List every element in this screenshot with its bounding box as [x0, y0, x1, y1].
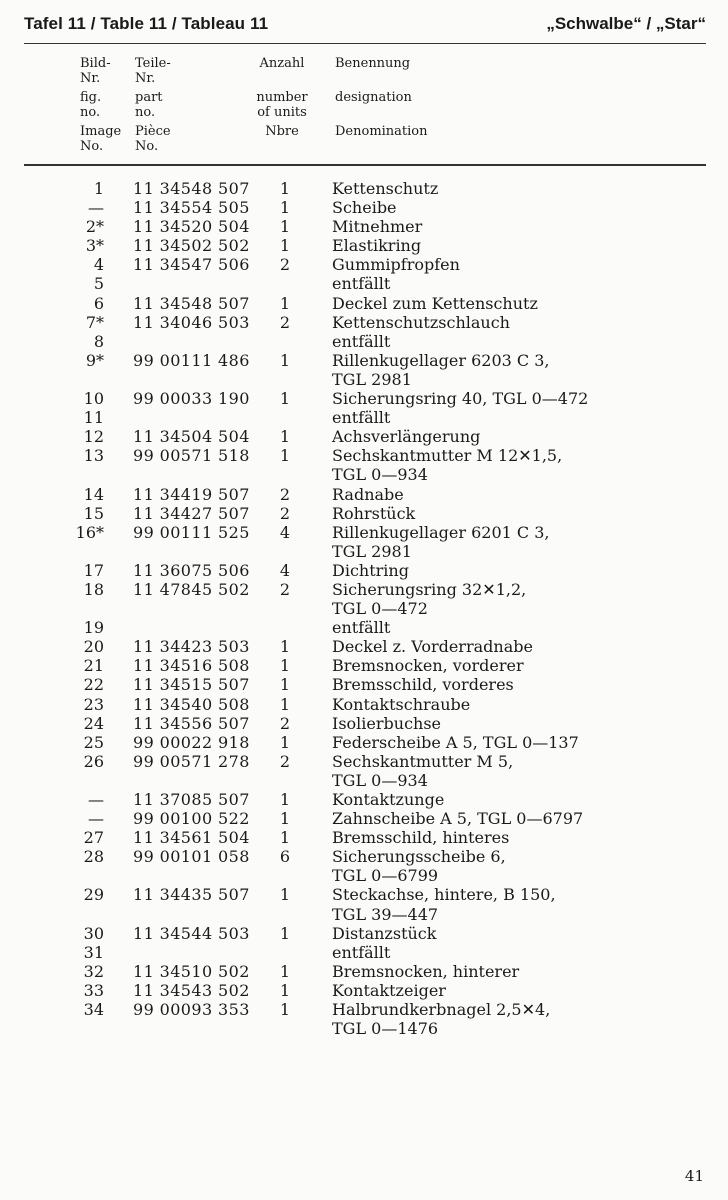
designation: Deckel z. Vorderradnabe: [332, 637, 533, 657]
fig-number: 27: [83, 828, 104, 848]
fig-number: 18: [83, 579, 104, 599]
quantity: 1: [279, 790, 291, 809]
table-row: [0, 313, 728, 332]
table-row: [0, 542, 728, 561]
designation: Sicherungsscheibe 6,: [332, 847, 506, 867]
table-row: [0, 885, 728, 904]
part-number: 11 34515 507: [133, 675, 250, 695]
column-header-qty: Anzahl number of units Nbre: [256, 56, 308, 139]
designation: Steckachse, hintere, B 150,: [332, 885, 556, 905]
part-number: 99 00100 522: [133, 809, 250, 829]
part-number: 11 34556 507: [133, 713, 250, 733]
designation: Federscheibe A 5, TGL 0—137: [332, 732, 579, 752]
quantity: 1: [279, 732, 291, 752]
part-number: 11 36075 506: [133, 560, 250, 580]
fig-number: 2*: [85, 217, 104, 237]
table-row: [0, 294, 728, 313]
fig-number: 3*: [85, 236, 104, 256]
fig-number: 5: [93, 274, 104, 294]
table-row: [0, 580, 728, 599]
quantity: 1: [279, 350, 291, 370]
page-header: [24, 14, 706, 38]
fig-number: 13: [83, 446, 104, 466]
table-row: [0, 1000, 728, 1019]
designation: Bremsnocken, hinterer: [332, 961, 520, 981]
designation: Kontaktzeiger: [332, 980, 446, 1000]
designation: Radnabe: [332, 484, 404, 504]
fig-number: 23: [83, 694, 104, 714]
designation: entfällt: [332, 274, 391, 294]
quantity: 2: [279, 503, 291, 523]
part-number: 11 34543 502: [133, 980, 250, 1000]
table-row: [0, 924, 728, 943]
designation: Gummipfropfen: [332, 255, 460, 275]
quantity: 1: [279, 961, 291, 981]
designation: Rillenkugellager 6201 C 3,: [332, 522, 550, 542]
fig-number: —: [88, 809, 104, 829]
table-row: [0, 618, 728, 637]
part-number: 11 34548 507: [133, 293, 250, 313]
fig-number: 1: [93, 179, 104, 198]
table-row: [0, 790, 728, 809]
quantity: 1: [279, 179, 291, 198]
part-number: 11 34510 502: [133, 961, 250, 981]
part-number: 99 00111 525: [133, 522, 250, 542]
quantity: 1: [279, 217, 291, 237]
table-row: [0, 523, 728, 542]
designation: TGL 0—6799: [332, 866, 439, 886]
quantity: 1: [279, 236, 291, 256]
designation: Isolierbuchse: [332, 713, 442, 733]
designation: entfällt: [332, 408, 391, 428]
table-row: [0, 714, 728, 733]
designation: Sicherungsring 40, TGL 0—472: [332, 389, 589, 409]
table-title: Tafel 11 / Table 11 / Tableau 11: [24, 14, 269, 33]
part-number: 11 34561 504: [133, 828, 250, 848]
fig-number: 33: [83, 980, 104, 1000]
table-row: [0, 733, 728, 752]
quantity: 1: [279, 675, 291, 695]
part-number: 99 00111 486: [133, 350, 250, 370]
quantity: 1: [279, 1000, 291, 1020]
quantity: 1: [279, 828, 291, 848]
designation: Halbrundkerbnagel 2,5✕4,: [332, 1000, 551, 1020]
designation: Kettenschutz: [332, 179, 439, 198]
fig-number: 21: [83, 656, 104, 676]
table-row: [0, 236, 728, 255]
table-row: [0, 847, 728, 866]
table-row: [0, 504, 728, 523]
page-number: 41: [684, 1167, 704, 1185]
header-rule-bottom: [24, 164, 706, 166]
designation: Deckel zum Kettenschutz: [332, 293, 538, 313]
designation: TGL 0—934: [332, 465, 428, 485]
designation: Kontaktzunge: [332, 790, 445, 809]
designation: Mitnehmer: [332, 217, 423, 237]
table-row: [0, 427, 728, 446]
part-number: 11 34427 507: [133, 503, 250, 523]
part-number: 99 00033 190: [133, 389, 250, 409]
table-row: [0, 370, 728, 389]
table-row: [0, 828, 728, 847]
part-number: 11 47845 502: [133, 579, 250, 599]
table-row: [0, 217, 728, 236]
table-row: [0, 866, 728, 885]
designation: TGL 39—447: [332, 904, 439, 924]
fig-number: 26: [83, 751, 104, 771]
table-row: [0, 389, 728, 408]
part-number: 11 34419 507: [133, 484, 250, 504]
part-number: 11 34435 507: [133, 885, 250, 905]
column-header-part: Teile- Nr. part no. Pièce No.: [135, 56, 171, 154]
fig-number: 14: [83, 484, 104, 504]
designation: entfällt: [332, 618, 391, 638]
model-title: „Schwalbe“ / „Star“: [546, 14, 706, 33]
part-number: 11 34423 503: [133, 637, 250, 657]
quantity: 2: [279, 484, 291, 504]
fig-number: 9*: [85, 350, 104, 370]
table-row: [0, 446, 728, 465]
table-row: [0, 179, 728, 198]
quantity: 1: [279, 389, 291, 409]
table-row: [0, 637, 728, 656]
fig-number: 15: [83, 503, 104, 523]
fig-number: 6: [93, 293, 104, 313]
table-row: [0, 656, 728, 675]
table-row: [0, 274, 728, 293]
table-row: [0, 981, 728, 1000]
quantity: 1: [279, 637, 291, 657]
fig-number: 11: [83, 408, 104, 428]
fig-number: 20: [83, 637, 104, 657]
fig-number: 8: [93, 331, 104, 351]
fig-number: 16*: [75, 522, 104, 542]
part-number: 99 00571 518: [133, 446, 250, 466]
designation: TGL 2981: [332, 369, 412, 389]
parts-table: [0, 179, 728, 1038]
part-number: 99 00022 918: [133, 732, 250, 752]
fig-number: 25: [83, 732, 104, 752]
fig-number: 32: [83, 961, 104, 981]
fig-number: 19: [83, 618, 104, 638]
designation: Achsverlängerung: [332, 427, 481, 447]
designation: Bremsschild, vorderes: [332, 675, 514, 695]
designation: entfällt: [332, 331, 391, 351]
fig-number: 7*: [85, 312, 104, 332]
fig-number: 10: [83, 389, 104, 409]
designation: TGL 0—1476: [332, 1019, 439, 1039]
table-row: [0, 332, 728, 351]
quantity: 6: [279, 847, 291, 867]
fig-number: 24: [83, 713, 104, 733]
table-row: [0, 943, 728, 962]
table-row: [0, 465, 728, 484]
table-row: [0, 675, 728, 694]
part-number: 99 00093 353: [133, 1000, 250, 1020]
table-row: [0, 962, 728, 981]
designation: Elastikring: [332, 236, 422, 256]
quantity: 1: [279, 885, 291, 905]
part-number: 11 34548 507: [133, 179, 250, 198]
column-header-name: Benennung designation Denomination: [335, 56, 428, 139]
table-row: [0, 771, 728, 790]
fig-number: 31: [83, 942, 104, 962]
quantity: 1: [279, 923, 291, 943]
part-number: 11 34504 504: [133, 427, 250, 447]
table-row: [0, 809, 728, 828]
column-header-fig: Bild- Nr. fig. no. Image No.: [80, 56, 122, 154]
part-number: 11 34516 508: [133, 656, 250, 676]
table-row: [0, 485, 728, 504]
table-row: [0, 599, 728, 618]
part-number: 11 34046 503: [133, 312, 250, 332]
table-row: [0, 351, 728, 370]
designation: Sechskantmutter M 12✕1,5,: [332, 446, 563, 466]
designation: Rillenkugellager 6203 C 3,: [332, 350, 550, 370]
fig-number: 30: [83, 923, 104, 943]
designation: TGL 0—934: [332, 770, 428, 790]
quantity: 1: [279, 198, 291, 218]
designation: entfällt: [332, 942, 391, 962]
designation: Zahnscheibe A 5, TGL 0—6797: [332, 809, 584, 829]
designation: Bremsnocken, vorderer: [332, 656, 524, 676]
fig-number: 29: [83, 885, 104, 905]
table-row: [0, 561, 728, 580]
quantity: 1: [279, 980, 291, 1000]
designation: Sicherungsring 32✕1,2,: [332, 579, 527, 599]
fig-number: 12: [83, 427, 104, 447]
part-number: 11 34544 503: [133, 923, 250, 943]
quantity: 1: [279, 694, 291, 714]
part-number: 11 34547 506: [133, 255, 250, 275]
part-number: 99 00101 058: [133, 847, 250, 867]
designation: TGL 0—472: [332, 599, 428, 619]
quantity: 1: [279, 809, 291, 829]
fig-number: 22: [83, 675, 104, 695]
quantity: 2: [279, 713, 291, 733]
fig-number: 28: [83, 847, 104, 867]
part-number: 99 00571 278: [133, 751, 250, 771]
table-row: [0, 695, 728, 714]
table-row: [0, 255, 728, 274]
part-number: 11 34554 505: [133, 198, 250, 218]
table-row: [0, 198, 728, 217]
quantity: 2: [279, 579, 291, 599]
quantity: 4: [279, 560, 291, 580]
header-rule-top: [24, 43, 706, 44]
table-row: [0, 408, 728, 427]
designation: Rohrstück: [332, 503, 416, 523]
quantity: 2: [279, 751, 291, 771]
quantity: 1: [279, 293, 291, 313]
designation: TGL 2981: [332, 541, 412, 561]
designation: Bremsschild, hinteres: [332, 828, 510, 848]
part-number: 11 34540 508: [133, 694, 250, 714]
fig-number: 34: [83, 1000, 104, 1020]
designation: Sechskantmutter M 5,: [332, 751, 514, 771]
quantity: 1: [279, 656, 291, 676]
designation: Kettenschutzschlauch: [332, 312, 510, 332]
part-number: 11 34502 502: [133, 236, 250, 256]
quantity: 2: [279, 312, 291, 332]
part-number: 11 34520 504: [133, 217, 250, 237]
designation: Scheibe: [332, 198, 397, 218]
table-row: [0, 1019, 728, 1038]
table-row: [0, 752, 728, 771]
fig-number: —: [88, 198, 104, 218]
designation: Kontaktschraube: [332, 694, 471, 714]
quantity: 2: [279, 255, 291, 275]
quantity: 4: [279, 522, 291, 542]
fig-number: 17: [83, 560, 104, 580]
quantity: 1: [279, 427, 291, 447]
fig-number: —: [88, 790, 104, 809]
table-row: [0, 905, 728, 924]
designation: Distanzstück: [332, 923, 437, 943]
fig-number: 4: [93, 255, 104, 275]
designation: Dichtring: [332, 560, 409, 580]
quantity: 1: [279, 446, 291, 466]
part-number: 11 37085 507: [133, 790, 250, 809]
